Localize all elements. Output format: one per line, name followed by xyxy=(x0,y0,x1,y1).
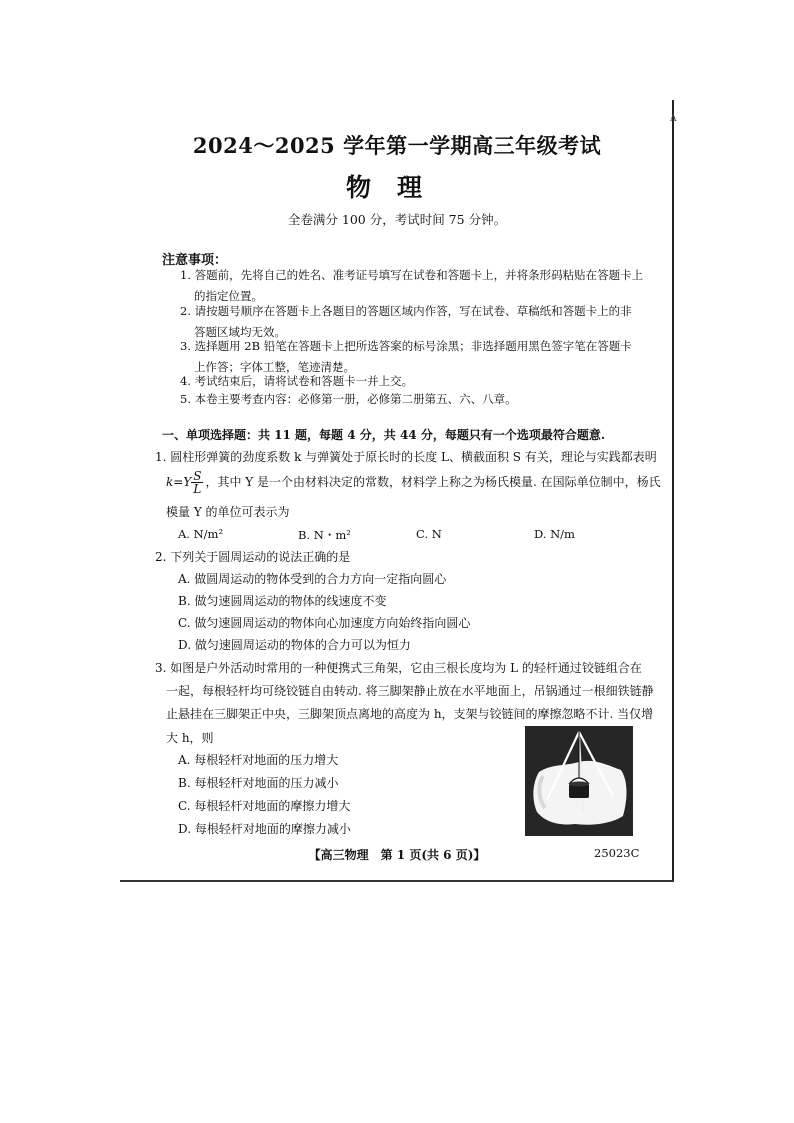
notice-item-text: 4. 考试结束后，请将试卷和答题卡一并上交。 xyxy=(180,374,414,388)
q2-stem: 2. 下列关于圆周运动的说法正确的是 xyxy=(155,550,351,564)
q3-option-d[interactable]: D. 每根轻杆对地面的摩擦力减小 xyxy=(178,822,351,836)
q1-stem-line: ，其中 Y 是一个由材料决定的常数，材料学上称之为杨氏模量. 在国际单位制中，杨氏 xyxy=(205,475,661,489)
q2-option-c[interactable]: C. 做匀速圆周运动的物体向心加速度方向始终指向圆心 xyxy=(178,616,471,630)
q2-option-a[interactable]: A. 做圆周运动的物体受到的合力方向一定指向圆心 xyxy=(178,572,447,586)
paper-code: 25023C xyxy=(594,846,640,860)
q1-formula-lhs: k=Y xyxy=(166,475,192,489)
exam-title: 2024～2025 学年第一学期高三年级考试 xyxy=(192,133,602,158)
tripod-photo xyxy=(525,726,633,836)
q3-stem-line: 止悬挂在三脚架正中央，三脚架顶点离地的高度为 h，支架与铰链间的摩擦忽略不计. 当仅增 xyxy=(166,707,654,721)
notice-item-continuation: 答题区域均无效。 xyxy=(194,325,286,339)
q1-option-c[interactable]: C. N xyxy=(416,527,442,541)
notice-item-continuation: 上作答；字体工整，笔迹清楚。 xyxy=(194,360,355,374)
pot-rim xyxy=(569,782,589,787)
exam-info: 全卷满分 100 分，考试时间 75 分钟。 xyxy=(287,212,507,227)
q1-option-a[interactable]: A. N/m² xyxy=(178,527,224,541)
q1-formula-line xyxy=(166,470,666,495)
subject-title: 物理 xyxy=(345,173,448,202)
section-heading: 一、单项选择题：共 11 题，每题 4 分，共 44 分，每题只有一个选项最符合题意. xyxy=(162,428,605,442)
notice-item-text: 5. 本卷主要考查内容：必修第一册，必修第二册第五、六、八章。 xyxy=(180,392,517,406)
q1-fraction-denominator: L xyxy=(193,482,202,496)
q2-option-d[interactable]: D. 做匀速圆周运动的物体的合力可以为恒力 xyxy=(178,638,411,652)
corner-mark: A xyxy=(670,114,677,124)
q1-stem-line: 1. 圆柱形弹簧的劲度系数 k 与弹簧处于原长时的长度 L、横截面积 S 有关，理论与实践都表明 xyxy=(155,450,657,464)
notice-item-text: 2. 请按题号顺序在答题卡上各题目的答题区域内作答，写在试卷、草稿纸和答题卡上的非 xyxy=(180,304,632,318)
q3-stem-line: 大 h，则 xyxy=(166,731,214,745)
notice-item-text: 1. 答题前，先将自己的姓名、准考证号填写在试卷和答题卡上，并将条形码粘贴在答题卡上 xyxy=(180,268,644,282)
q3-option-a[interactable]: A. 每根轻杆对地面的压力增大 xyxy=(178,753,339,767)
page-border-bottom xyxy=(120,880,674,882)
q3-stem-line: 3. 如图是户外活动时常用的一种便携式三角架，它由三根长度均为 L 的轻杆通过铰链组合在 xyxy=(155,661,642,675)
q3-option-b[interactable]: B. 每根轻杆对地面的压力减小 xyxy=(178,776,339,790)
page-footer: 【高三物理 第 1 页(共 6 页)】 xyxy=(308,848,486,862)
q1-fraction xyxy=(191,470,203,495)
q1-option-b[interactable]: B. N・m² xyxy=(298,528,351,542)
notice-item-continuation: 的指定位置。 xyxy=(194,289,263,303)
q1-option-d[interactable]: D. N/m xyxy=(534,527,575,541)
notice-item-5 xyxy=(180,389,655,410)
notice-heading: 注意事项： xyxy=(162,253,228,268)
q3-option-c[interactable]: C. 每根轻杆对地面的摩擦力增大 xyxy=(178,799,351,813)
q3-stem-line: 一起，每根轻杆均可绕铰链自由转动. 将三脚架静止放在水平地面上，吊锅通过一根细铁链静 xyxy=(166,684,654,698)
q2-option-b[interactable]: B. 做匀速圆周运动的物体的线速度不变 xyxy=(178,594,387,608)
notice-item-text: 3. 选择题用 2B 铅笔在答题卡上把所选答案的标号涂黑；非选择题用黑色签字笔在答题卡 xyxy=(180,339,632,353)
q1-fraction-numerator: S xyxy=(193,469,202,483)
q1-stem-line: 模量 Y 的单位可表示为 xyxy=(166,505,290,519)
